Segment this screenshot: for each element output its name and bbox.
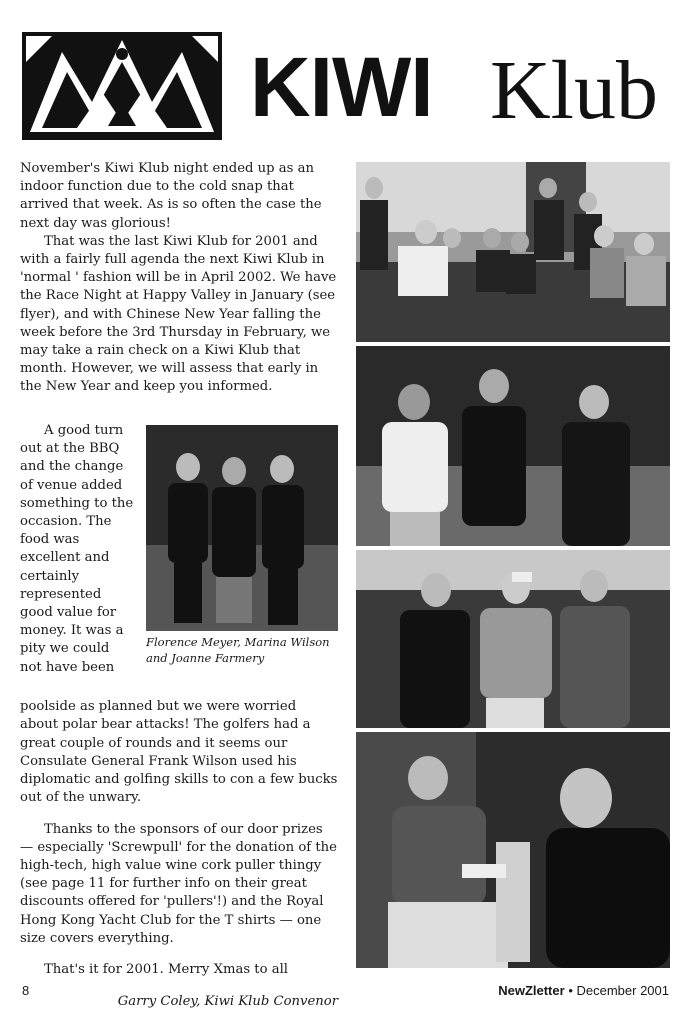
- photo-indoor-group: [356, 162, 670, 342]
- wrap-line: out at the BBQ: [20, 441, 120, 457]
- wrap-line: A good turn: [44, 423, 124, 438]
- article-paragraph-3-wrap: [20, 422, 140, 677]
- photo-golfers-outdoor: [356, 550, 670, 728]
- page-number: 8: [22, 983, 30, 998]
- article-paragraph-5: That's it for 2001. Merry Xmas to all: [44, 962, 289, 978]
- photo-three-golfers: [356, 346, 670, 546]
- publication-name: NewZletter: [498, 983, 565, 998]
- article-paragraph-3-rest: poolside as planned but we were worried about polar bear attacks! The golfers had a great couple of rounds and it seems our Consulate General Frank Wilson used his diplomatic and golfing skills to con a few bucks out of the unwary.: [20, 699, 338, 806]
- wrap-line: pity we could: [20, 641, 110, 657]
- wrap-line: represented: [20, 586, 102, 602]
- article-continued: [20, 685, 338, 1024]
- article-signature: Garry Coley, Kiwi Klub Convenor: [117, 993, 338, 1009]
- photo-prize-giving: [356, 732, 670, 968]
- publication-date: December 2001: [576, 983, 669, 998]
- article-paragraph-4: Thanks to the sponsors of our door prizes — especially 'Screwpull' for the donation of the high-tech, high value wine cork puller thingy (see page 11 for further info on their great discounts offered for 'pullers'!) and the Royal Hong Kong Yacht Club for the T shirts — one size covers everything.: [20, 821, 337, 946]
- wrap-line: of venue added: [20, 477, 123, 493]
- wrap-line: occasion. The: [20, 514, 112, 530]
- tiki-pattern-logo: [22, 32, 222, 140]
- article-column: [20, 160, 338, 397]
- article-paragraph-1: November's Kiwi Klub night ended up as an indoor function due to the cold snap that arrived that week. As is so often the case the next day was glorious!: [20, 161, 322, 231]
- masthead-title-bold: KIWI: [250, 40, 433, 134]
- inset-caption: Florence Meyer, Marina Wilson and Joanne Farmery: [146, 635, 330, 665]
- wrap-line: good value for: [20, 605, 117, 621]
- masthead: [22, 30, 672, 142]
- wrap-line: excellent and: [20, 550, 110, 566]
- wrap-line: and the change: [20, 459, 124, 475]
- wrap-line: food was: [20, 532, 80, 548]
- wrap-line: not have been: [20, 659, 115, 675]
- wrap-line: something to the: [20, 495, 134, 511]
- footer-publication-line: [498, 983, 669, 998]
- inset-photo: [146, 425, 338, 631]
- footer-separator: •: [568, 983, 573, 998]
- wrap-line: certainly: [20, 568, 80, 584]
- wrap-line: money. It was a: [20, 623, 124, 639]
- masthead-title-serif: Klub: [490, 44, 658, 137]
- article-paragraph-2: That was the last Kiwi Klub for 2001 and with a fairly full agenda the next Kiwi Klub in 'normal ' fashion will be in April 2002. We have the Race Night at Happy Valley in January (see flyer), and with Chinese New Year falling the week before the 3rd Thursday in February, we may take a rain check on a Kiwi Klub that month. However, we will assess that early in the New Year and keep you informed.: [20, 233, 337, 395]
